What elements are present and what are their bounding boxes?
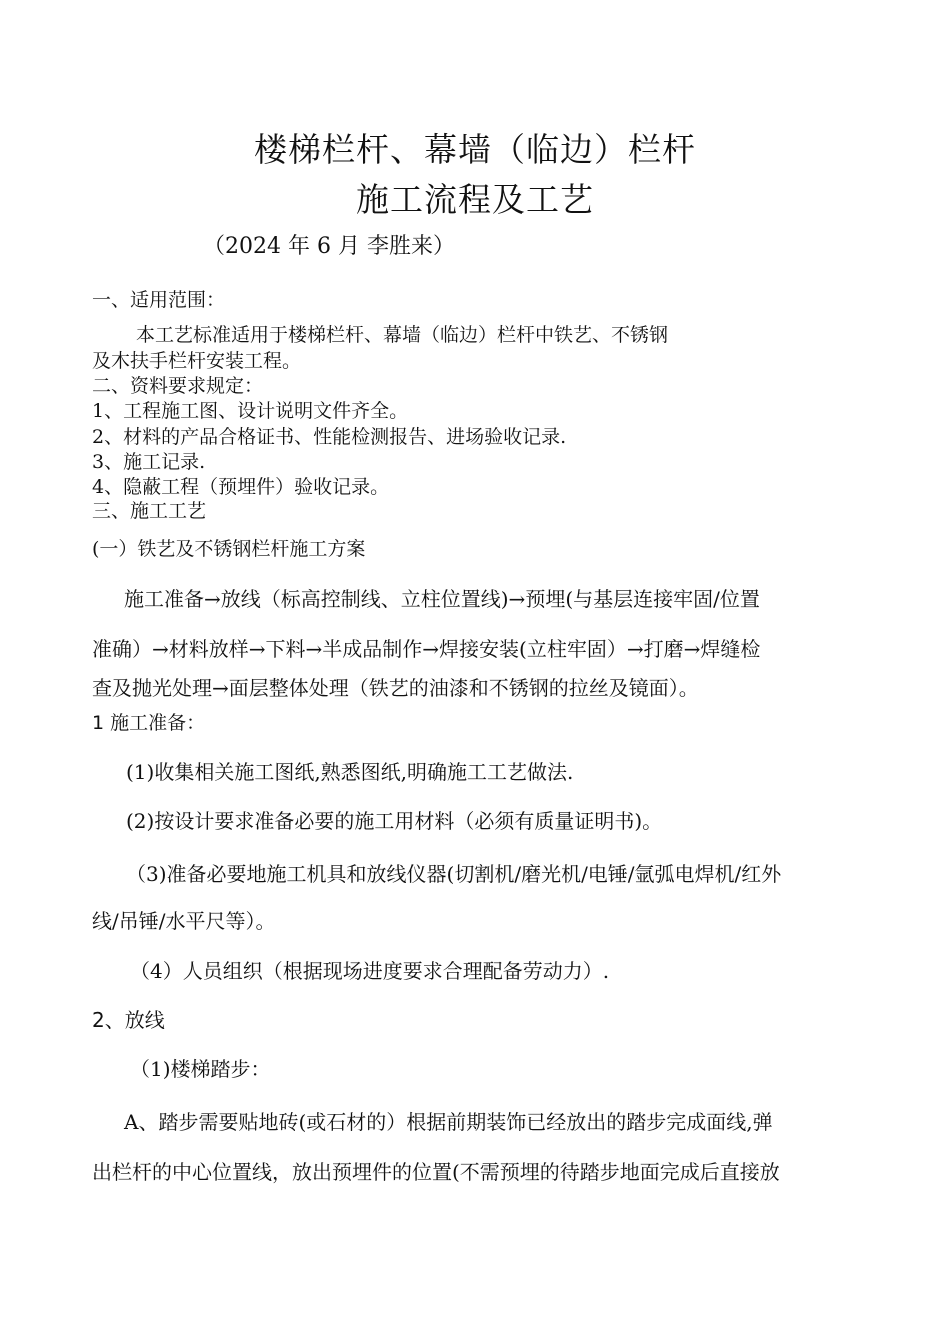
document-title-line-2: 施工流程及工艺 (356, 180, 594, 219)
preparation-item-2: (2)按设计要求准备必要的施工用材料（必须有质量证明书)。 (126, 809, 663, 833)
section-heading-scope: 一、适用范围： (92, 289, 226, 311)
documents-item-1: 1、工程施工图、设计说明文件齐全。 (92, 400, 409, 422)
layout-item-a-line-2: 出栏杆的中心位置线，放出预埋件的位置(不需预埋的待踏步地面完成后直接放 (92, 1160, 780, 1184)
subsection-heading-iron-steel: (一）铁艺及不锈钢栏杆施工方案 (92, 538, 366, 560)
documents-item-4: 4、隐蔽工程（预埋件）验收记录。 (92, 476, 390, 498)
layout-item-1: （1)楼梯踏步： (130, 1057, 271, 1081)
preparation-item-3-line-2: 线/吊锤/水平尺等）。 (92, 909, 276, 933)
step-heading-layout: 2、放线 (92, 1008, 165, 1032)
flow-line-1: 施工准备→放线（标高控制线、立柱位置线)→预埋(与基层连接牢固/位置 (124, 587, 760, 611)
preparation-item-1: (1)收集相关施工图纸,熟悉图纸,明确施工工艺做法. (126, 760, 574, 784)
scope-body-line-1: 本工艺标准适用于楼梯栏杆、幕墙（临边）栏杆中铁艺、不锈钢 (136, 324, 669, 346)
documents-item-3: 3、施工记录. (92, 451, 206, 473)
step-heading-preparation: 1 施工准备： (92, 712, 206, 734)
layout-item-a-line-1: A、踏步需要贴地砖(或石材的）根据前期装饰已经放出的踏步完成面线,弹 (124, 1110, 773, 1134)
documents-item-2: 2、材料的产品合格证书、性能检测报告、进场验收记录. (92, 426, 567, 448)
scope-body-line-2: 及木扶手栏杆安装工程。 (92, 350, 302, 372)
section-heading-documents: 二、资料要求规定： (92, 375, 264, 397)
section-heading-process: 三、施工工艺 (92, 500, 207, 522)
flow-line-3: 查及抛光处理→面层整体处理（铁艺的油漆和不锈钢的拉丝及镜面）。 (92, 676, 699, 700)
preparation-item-3-line-1: （3)准备必要地施工机具和放线仪器(切割机/磨光机/电锤/氩弧电焊机/红外 (126, 862, 782, 886)
flow-line-2: 准确）→材料放样→下料→半成品制作→焊接安装(立柱牢固）→打磨→焊缝检 (92, 637, 761, 661)
document-title-line-1: 楼梯栏杆、幕墙（临边）栏杆 (254, 130, 696, 169)
preparation-item-4: （4）人员组织（根据现场进度要求合理配备劳动力）. (130, 959, 610, 983)
document-date-author: （2024 年 6 月 李胜来） (203, 234, 455, 259)
